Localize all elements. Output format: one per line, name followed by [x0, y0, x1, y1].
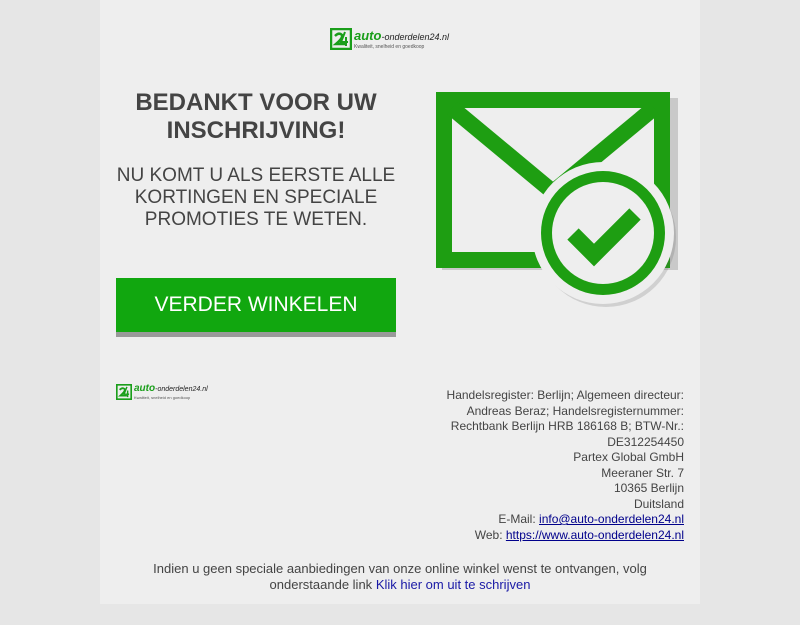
- unsubscribe-text: Indien u geen speciale aanbiedingen van onze online winkel wenst te ontvangen, volg onderstaande link: [153, 561, 647, 592]
- envelope-check-icon: [436, 92, 686, 314]
- promo-subtitle: NU KOMT U ALS EERSTE ALLE KORTINGEN EN SPECIALE PROMOTIES TE WETEN.: [116, 165, 396, 230]
- city-address: 10365 Berlijn: [613, 481, 684, 495]
- country: Duitsland: [633, 496, 684, 511]
- brand-tagline: Kwaliteit, snelheid en goedkoop: [354, 43, 425, 50]
- register-info: Handelsregister: Berlijn; Algemeen directeur: Andreas Beraz; Handelsregisternummer: Rechtbank Berlijn HRB 186168 B; BTW-Nr.: DE312254450: [446, 388, 684, 449]
- email-line: [434, 512, 684, 528]
- brand-name: auto-onderdelen24.nl: [354, 27, 450, 43]
- brand-name: auto-onderdelen24.nl: [134, 383, 208, 394]
- continue-shopping-button[interactable]: VERDER WINKELEN: [116, 278, 396, 332]
- page-title: BEDANKT VOOR UW INSCHRIJVING!: [135, 89, 377, 144]
- company-name: Partex Global GmbH: [573, 450, 684, 464]
- company-info: [434, 388, 684, 543]
- logo-icon: [330, 28, 352, 50]
- street-address: Meeraner Str. 7: [601, 465, 684, 480]
- brand-tagline: Kwaliteit, snelheid en goedkoop: [134, 395, 191, 400]
- header-logo[interactable]: [330, 28, 449, 50]
- unsubscribe-link[interactable]: Klik hier om uit te schrijven: [375, 577, 531, 592]
- logo-icon: [116, 384, 132, 400]
- unsubscribe-notice: [140, 561, 660, 593]
- email-body: [100, 0, 700, 604]
- web-label: Web:: [474, 527, 503, 542]
- website-link[interactable]: https://www.auto-onderdelen24.nl: [505, 527, 684, 542]
- email-link[interactable]: info@auto-onderdelen24.nl: [539, 512, 684, 526]
- footer-logo[interactable]: [116, 384, 208, 400]
- web-line: [434, 528, 684, 544]
- email-label: E-Mail:: [498, 512, 536, 526]
